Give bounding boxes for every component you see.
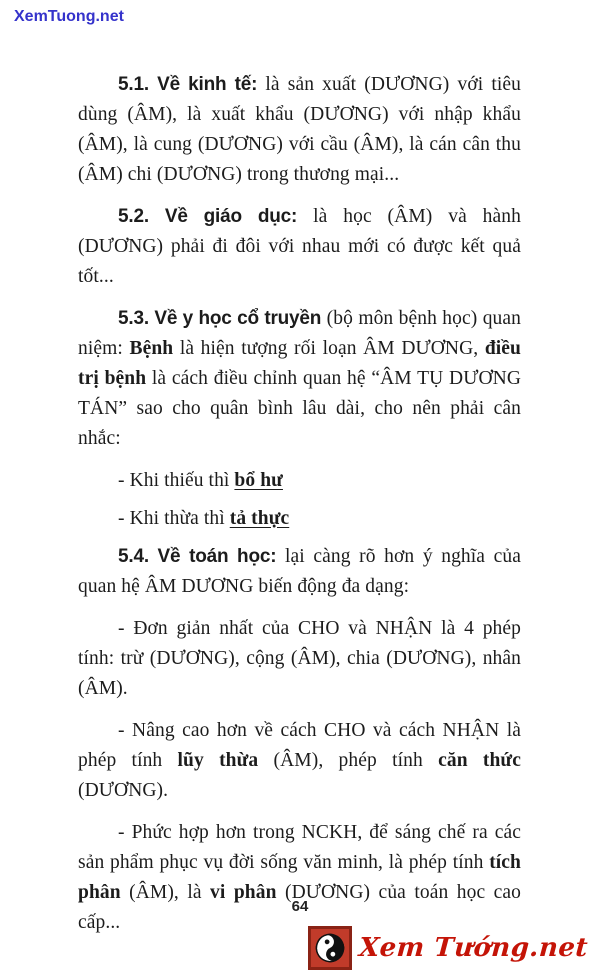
text-segment: tích phân — [78, 852, 521, 903]
site-watermark-link[interactable]: XemTuong.net — [14, 8, 124, 25]
site-logo-text: Xem Tướng.net — [357, 933, 590, 963]
text-segment: (ÂM), là — [120, 882, 211, 903]
text-segment: - Đơn giản nhất của CHO và NHẬN là 4 phép tính: trừ (DƯƠNG), cộng (ÂM), chia (DƯƠNG), nhân (ÂM). — [78, 618, 521, 699]
text-segment: là cách điều chỉnh quan hệ “ÂM TỤ DƯƠNG TÁN” sao cho quân bình lâu dài, cho nên phải cân nhắc: — [78, 368, 521, 449]
section-heading: 5.4. Về toán học: — [118, 546, 286, 567]
paragraph-luy-thua — [78, 716, 521, 806]
paragraph-tich-phan — [78, 818, 521, 938]
page-content — [78, 70, 521, 950]
text-segment: điều trị bệnh — [78, 338, 521, 389]
paragraph-5-1 — [78, 70, 521, 190]
paragraph-5-3 — [78, 304, 521, 454]
text-segment: lại càng rõ hơn ý nghĩa của quan hệ ÂM DƯƠNG biến động đa dạng: — [78, 546, 521, 597]
text-segment: là sản xuất (DƯƠNG) với tiêu dùng (ÂM), là xuất khẩu (DƯƠNG) với nhập khẩu (ÂM), là cung (DƯƠNG) với cầu (ÂM), là cán cân thu (ÂM) chi (DƯƠNG) trong thương mại... — [78, 74, 521, 185]
text-segment: - Khi thiếu thì — [118, 470, 235, 491]
site-logo[interactable] — [308, 926, 588, 970]
text-segment: (DƯƠNG). — [78, 780, 169, 801]
paragraph-4-phep-tinh — [78, 614, 521, 704]
text-segment: - Phức hợp hơn trong NCKH, để sáng chế ra các sản phẩm phục vụ đời sống văn minh, là phép tính — [78, 822, 521, 873]
text-segment: tả thực — [229, 508, 290, 529]
section-heading: 5.1. Về kinh tế: — [118, 74, 266, 95]
list-item-ta-thuc — [78, 504, 521, 534]
text-segment: (bộ môn bệnh học) quan niệm: — [78, 308, 522, 359]
text-segment: bổ hư — [234, 470, 283, 491]
section-heading: 5.3. Về y học cổ truyền — [118, 308, 327, 329]
text-segment: vi phân — [210, 882, 277, 903]
text-segment: là hiện tượng rối loạn ÂM DƯƠNG, — [173, 338, 485, 359]
yinyang-icon — [308, 926, 352, 970]
text-segment: là học (ÂM) và hành (DƯƠNG) phải đi đôi với nhau mới có được kết quả tốt... — [78, 206, 521, 287]
paragraph-5-4 — [78, 542, 521, 602]
text-segment: Bệnh — [129, 338, 174, 359]
text-segment: (DƯƠNG) của toán học cao cấp... — [78, 882, 522, 933]
text-segment: - Nâng cao hơn về cách CHO và cách NHẬN là phép tính — [78, 720, 521, 771]
paragraph-5-2 — [78, 202, 521, 292]
text-segment: lũy thừa — [177, 750, 259, 771]
list-item-bo-hu — [78, 466, 521, 496]
page-number: 64 — [291, 898, 309, 915]
text-segment: (ÂM), phép tính — [258, 750, 439, 771]
section-heading: 5.2. Về giáo dục: — [118, 206, 314, 227]
text-segment: - Khi thừa thì — [118, 508, 230, 529]
text-segment: căn thức — [438, 750, 521, 771]
